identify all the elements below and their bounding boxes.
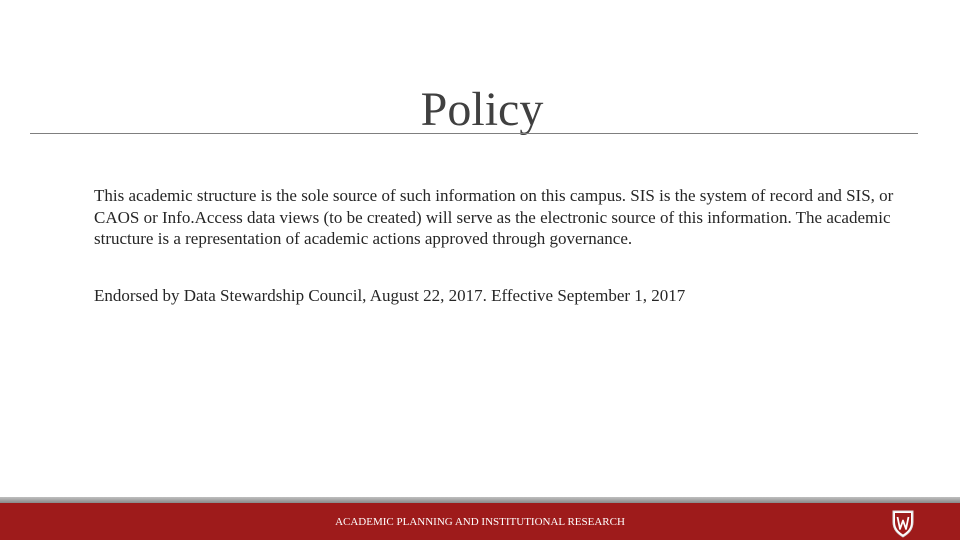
uw-crest-icon bbox=[890, 508, 916, 538]
footer-label: ACADEMIC PLANNING AND INSTITUTIONAL RESEARCH bbox=[335, 516, 625, 528]
footer-bar bbox=[0, 503, 960, 540]
slide-title: Policy bbox=[420, 83, 544, 136]
title-divider bbox=[30, 133, 918, 134]
endorsement-paragraph: Endorsed by Data Stewardship Council, August 22, 2017. Effective September 1, 2017 bbox=[94, 286, 686, 305]
policy-paragraph: This academic structure is the sole source of such information on this campus. SIS is the system of record and SIS, or CAOS or Info.Access data views (to be created) will serve as the electronic source of this information. The academic structure is a representation of academic actions approved through governance. bbox=[94, 186, 894, 248]
